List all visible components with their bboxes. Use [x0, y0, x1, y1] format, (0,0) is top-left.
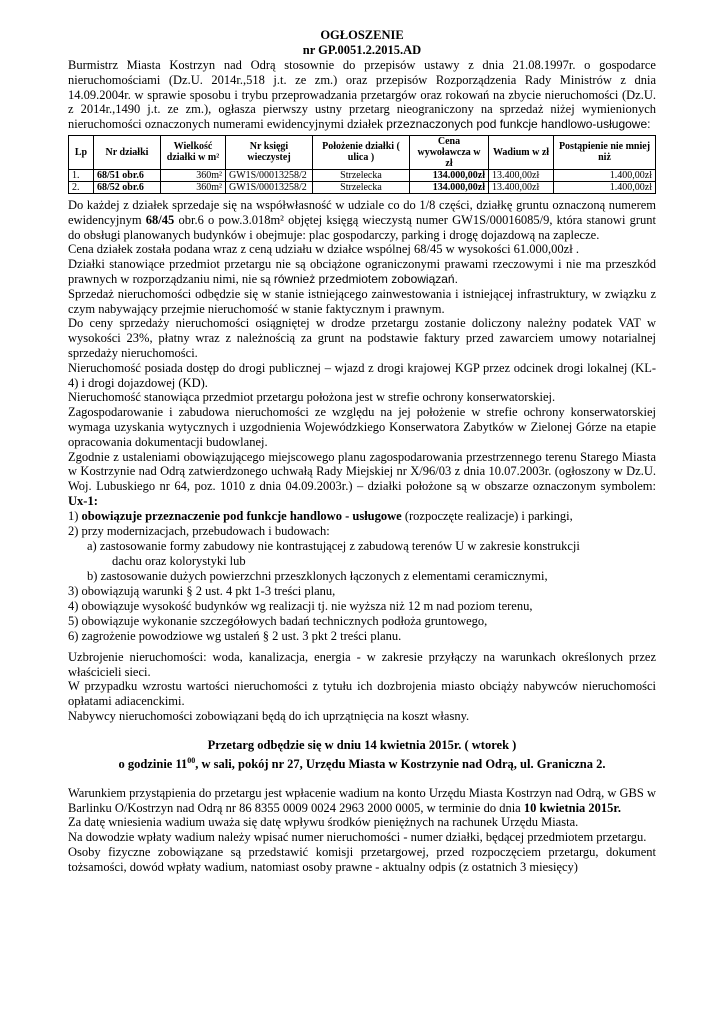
list-item-bold: obowiązuje przeznaczenie pod funkcje handlowo - usługowe — [81, 508, 402, 523]
cell-land-register: GW1S/00013258/2 — [226, 181, 313, 193]
th-land-register: Nr księgi wieczystej — [226, 135, 313, 169]
deposit-date-paragraph: Za datę wniesienia wadium uważa się datę wpływu środków pieniężnych na rachunek Urzędu Miasta. — [68, 815, 579, 830]
cell-land-register: GW1S/00013258/2 — [226, 169, 313, 181]
document-number: nr GP.0051.2.2015.AD — [302, 43, 422, 57]
table-header-row — [69, 135, 656, 169]
adjacency-fee-paragraph: W przypadku wzrostu wartości nieruchomości z tytułu ich dozbrojenia miasto obciąży nabywców nieruchomości opłatami adiacenckimi. — [68, 679, 656, 709]
zoning-paragraph — [68, 450, 656, 509]
cell-plot-number: 68/52 obr.6 — [94, 181, 161, 193]
vat-paragraph: Do ceny sprzedaży nieruchomości osiągniętej w drodze przetargu zostanie doliczony należny podatek VAT w wysokości 23%, płatny wraz z należnością za grunt na podstawie faktury przed zawarciem umowy notarialnej sprzedaży nieruchomości. — [68, 316, 656, 360]
list-item — [68, 509, 656, 524]
list-item: 3) obowiązują warunki § 2 ust. 4 pkt 1-3 treści planu, — [68, 583, 336, 598]
intro-purpose: przeznaczonych pod funkcje handlowo-usługowe: — [386, 117, 651, 132]
th-deposit: Wadium w zł — [489, 135, 554, 169]
cell-location: Strzelecka — [313, 169, 410, 181]
th-plot-area: Wielkość działki w m² — [161, 135, 226, 169]
encumbrance-obligations: również przedmiotem zobowiązań. — [273, 271, 458, 286]
list-item-text: (rozpoczęte realizacje) i parkingi, — [404, 508, 573, 523]
list-item: 4) obowiązuje wysokość budynków wg realizacji tj. nie wyższa niż 12 m nad poziom terenu, — [68, 598, 533, 613]
table-row — [69, 169, 656, 181]
th-starting-price: Cena wywoławcza w zł — [410, 135, 489, 169]
auction-time-minutes: 00 — [187, 755, 196, 765]
th-plot-number: Nr działki — [94, 135, 161, 169]
deposit-paragraph — [68, 786, 656, 816]
intro-text: Burmistrz Miasta Kostrzyn nad Odrą stosownie do przepisów ustawy z dnia 21.08.1997r. o gospodarce nieruchomościami (Dz.U. 2014r.,518 j.t. ze zm.) oraz przepisów Rozporządzenia Rady Ministrów z dnia 14.09.2004r. w sprawie sposobu i trybu przeprowadzania przetargów oraz rokowań na zbycie nieruchomości (Dz.U. z 2014r.,1490 j.t. ze zm.), ogłasza pierwszy ustny przetarg nieograniczony na sprzedaż niżej wymienionych nieruchomości oznaczonych numerami ewidencyjnymi działek — [68, 58, 656, 132]
cell-plot-number: 68/51 obr.6 — [94, 169, 161, 181]
cell-deposit: 13.400,00zł — [489, 181, 554, 193]
auction-time: o godzinie 11 — [118, 756, 188, 771]
cell-starting-price: 134.000,00zł — [410, 169, 489, 181]
zoning-list — [68, 509, 656, 644]
cell-lp: 1. — [69, 169, 94, 181]
list-item-number: 1) — [68, 508, 79, 523]
encumbrance-text: Działki stanowiące przedmiot przetargu nie są obciążone ograniczonymi prawami rzeczowymi i nie ma przeszkód prawnych w rozporządzaniu nimi, nie są — [68, 257, 656, 286]
deposit-text: Warunkiem przystąpienia do przetargu jest wpłacenie wadium na konto Urzędu Miasta Kostrzyn nad Odrą, w GBS w Barlinku O/Kostrzyn nad Odrą nr 86 8355 0009 0024 2963 2000 0005, w terminie do dnia — [68, 785, 656, 815]
encumbrance-paragraph — [68, 257, 656, 287]
list-item: 2) przy modernizacjach, przebudowach i budowach: — [68, 523, 330, 538]
condition-paragraph: Sprzedaż nieruchomości odbędzie się w stanie istniejącego zainwestowania i istniejącej infrastruktury, w związku z czym nabywający przejmie nieruchomość w stanie faktycznym i prawnym. — [68, 286, 656, 316]
table-row — [69, 181, 656, 193]
utilities-paragraph: Uzbrojenie nieruchomości: woda, kanalizacja, energia - w zakresie przyłączy na warunkach określonych przez właścicieli sieci. — [68, 649, 656, 679]
list-subitem-continuation: dachu oraz kolorystyki lub — [112, 553, 246, 568]
conservation-paragraph: Nieruchomość stanowiąca przedmiot przetargu położona jest w strefie ochrony konserwatorskiej. — [68, 390, 556, 405]
shared-plot-details: obr.6 o pow.3.018m² objętej księgą wieczystą numer GW1S/00016085/9, która stanowi grunt do obsługi planowanych budynków i obejmuje: plac gospodarczy, parking i drogę dojazdową na zaplecze. — [68, 212, 657, 242]
access-paragraph: Nieruchomość posiada dostęp do drogi publicznej – wjazd z drogi krajowej KGP przez odcinek drogi lokalnej (KL-4) i drogi dojazdowej (KD). — [68, 360, 656, 390]
zoning-text: Zgodnie z ustaleniami obowiązującego miejscowego planu zagospodarowania przestrzennego terenu Starego Miasta w Kostrzynie nad Odrą zatwierdzonego uchwałą Rady Miejskiej nr X/96/03 z dnia 10.07.2003r. (ogłoszony w Dz.U. Woj. Lubuskiego nr 64, poz. 1010 z dnia 04.09.2003r.) – działki położone są w obszarze oznaczonym symbolem: — [68, 449, 656, 494]
cell-plot-area: 360m² — [161, 181, 226, 193]
cell-min-increment: 1.400,00zł — [554, 181, 656, 193]
th-min-increment: Postąpienie nie mniej niż — [554, 135, 656, 169]
auction-time-place — [68, 753, 656, 772]
list-subitem: a) zastosowanie formy zabudowy nie kontrastującej z zabudową terenów U w zakresie konstrukcji — [87, 538, 580, 553]
th-location: Położenie działki ( ulica ) — [313, 135, 410, 169]
list-item: 6) zagrożenie powodziowe wg ustaleń § 2 ust. 3 pkt 2 treści planu. — [68, 628, 402, 643]
shared-plot-number: 68/45 — [145, 212, 175, 227]
zoning-symbol: Ux-1: — [68, 493, 98, 508]
list-item: 5) obowiązuje wykonanie szczegółowych badań technicznych podłoża gruntowego, — [68, 613, 488, 628]
identity-paragraph: Osoby fizyczne zobowiązane są przedstawić komisji przetargowej, przed rozpoczęciem przetargu, dokument tożsamości, dowód wpłaty wadium, natomiast osoby prawne - aktualny odpis (z ostatnich 3 miesięcy) — [68, 845, 656, 874]
cell-deposit: 13.400,00zł — [489, 169, 554, 181]
price-paragraph: Cena działek została podana wraz z ceną udziału w działce wspólnej 68/45 w wysokości 61.000,00zł . — [68, 242, 579, 257]
lots-table — [68, 135, 656, 194]
cell-starting-price: 134.000,00zł — [410, 181, 489, 193]
shared-plot-text: Do każdej z działek sprzedaje się na współwłasność w udziale co do 1/8 części, działkę gruntu oznaczoną numerem ewidencyjnym — [68, 197, 656, 227]
cleanup-paragraph: Nabywcy nieruchomości zobowiązani będą do ich uprzątnięcia na koszt własny. — [68, 708, 470, 723]
document-page — [68, 28, 656, 875]
intro-paragraph — [68, 58, 656, 132]
cell-plot-area: 360m² — [161, 169, 226, 181]
development-paragraph: Zagospodarowanie i zabudowa nieruchomości ze względu na jej położenie w strefie ochrony konserwatorskiej wymaga uzyskania wytycznych i uzgodnienia Wojewódzkiego Konserwatora Zabytków w Zielonej Górze na etapie opracowania dokumentacji budowlanej. — [68, 405, 656, 449]
cell-location: Strzelecka — [313, 181, 410, 193]
deposit-deadline: 10 kwietnia 2015r. — [523, 800, 621, 815]
shared-plot-paragraph — [68, 198, 656, 242]
auction-place: , w sali, pokój nr 27, Urzędu Miasta w Kostrzynie nad Odrą, ul. Graniczna 2. — [195, 756, 606, 771]
cell-min-increment: 1.400,00zł — [554, 169, 656, 181]
cell-lp: 2. — [69, 181, 94, 193]
deposit-proof-paragraph: Na dowodzie wpłaty wadium należy wpisać numer nieruchomości - numer działki, będącej przedmiotem przetargu. — [68, 830, 647, 845]
list-subitem: b) zastosowanie dużych powierzchni przeszklonych łączonych z elementami ceramicznymi, — [87, 568, 548, 583]
auction-date: Przetarg odbędzie się w dniu 14 kwietnia 2015r. ( wtorek ) — [207, 737, 517, 752]
document-title: OGŁOSZENIE — [320, 28, 404, 42]
th-lp: Lp — [69, 135, 94, 169]
